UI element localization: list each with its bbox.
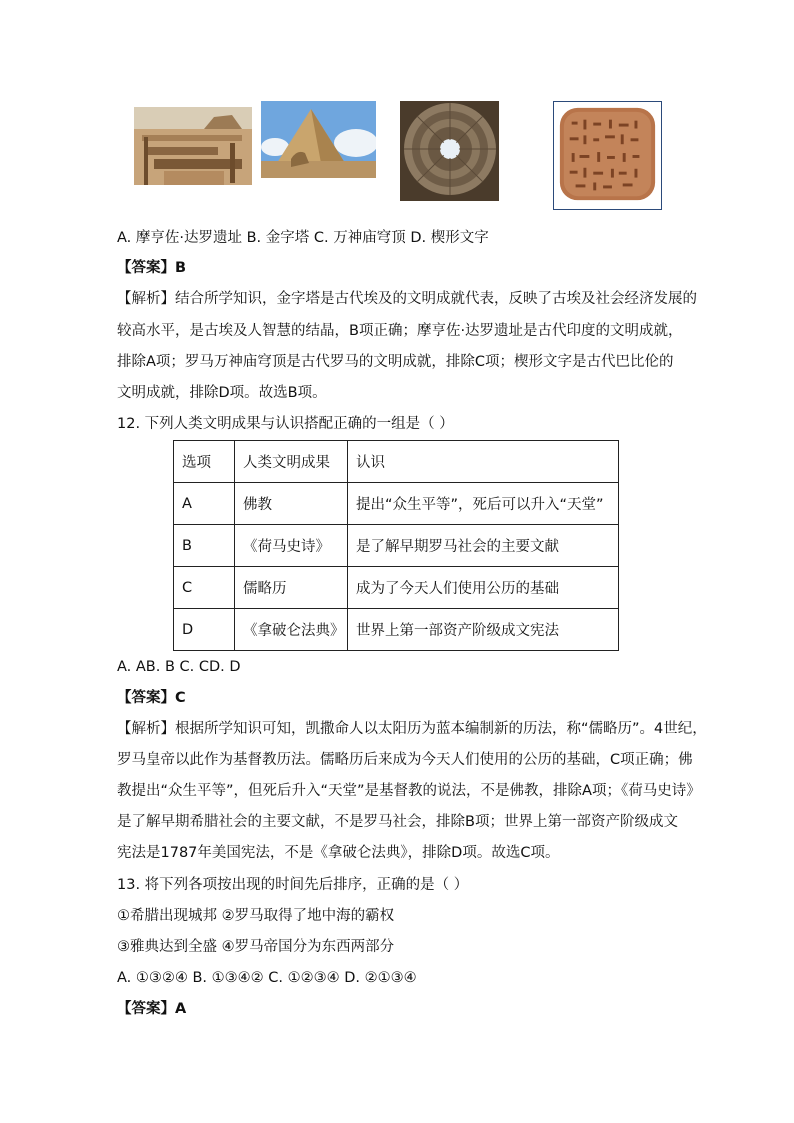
q11-options: A. 摩亨佐·达罗遗址 B. 金字塔 C. 万神庙穹顶 D. 楔形文字 bbox=[117, 230, 489, 246]
pyramid-image bbox=[261, 101, 376, 178]
q13-item-line: ①希腊出现城邦 ②罗马取得了地中海的霸权 bbox=[117, 908, 395, 924]
q13-answer: 【答案】A bbox=[117, 1001, 187, 1017]
q12-answer: 【答案】C bbox=[117, 690, 186, 706]
table-row bbox=[174, 567, 619, 609]
table-cell: 世界上第一部资产阶级成文宪法 bbox=[348, 609, 619, 651]
q12-analysis-line: 罗马皇帝以此作为基督教历法。儒略历后来成为今天人们使用的公历的基础，C项正确；佛 bbox=[117, 752, 693, 768]
table-header-row bbox=[174, 441, 619, 483]
q12-options: A. AB. B C. CD. D bbox=[117, 659, 241, 675]
cuneiform-tablet-photo-icon bbox=[554, 102, 661, 209]
table-cell: B bbox=[174, 525, 235, 567]
table-cell: 儒略历 bbox=[235, 567, 348, 609]
mohenjo-daro-image bbox=[134, 107, 252, 185]
q13-options: A. ①③②④ B. ①③④② C. ①②③④ D. ②①③④ bbox=[117, 970, 417, 986]
pyramid-sphinx-photo-icon bbox=[261, 101, 376, 178]
q12-analysis-line: 【解析】根据所学知识可知，凯撒命人以太阳历为蓝本编制新的历法，称“儒略历”。4世纪， bbox=[117, 721, 707, 737]
table-cell: C bbox=[174, 567, 235, 609]
q12-analysis-line: 是了解早期希腊社会的主要文献，不是罗马社会，排除B项；世界上第一部资产阶级成文 bbox=[117, 814, 678, 830]
table-cell: D bbox=[174, 609, 235, 651]
table-header-cell: 人类文明成果 bbox=[235, 441, 348, 483]
q11-answer: 【答案】B bbox=[117, 260, 187, 276]
table-cell: 《荷马史诗》 bbox=[235, 525, 348, 567]
q11-analysis-line: 文明成就，排除D项。故选B项。 bbox=[117, 385, 327, 401]
table-row bbox=[174, 525, 619, 567]
q11-analysis-line: 较高水平，是古埃及人智慧的结晶，B项正确；摩亨佐·达罗遗址是古代印度的文明成就， bbox=[117, 323, 683, 339]
mohenjo-daro-photo-icon bbox=[134, 107, 252, 185]
table-cell: A bbox=[174, 483, 235, 525]
table-cell: 提出“众生平等”，死后可以升入“天堂” bbox=[348, 483, 619, 525]
q13-stem: 13. 将下列各项按出现的时间先后排序，正确的是（ ） bbox=[117, 877, 469, 893]
table-row bbox=[174, 483, 619, 525]
table-header-cell: 认识 bbox=[348, 441, 619, 483]
table-cell: 是了解早期罗马社会的主要文献 bbox=[348, 525, 619, 567]
pantheon-dome-photo-icon bbox=[400, 101, 499, 201]
q12-analysis-line: 教提出“众生平等”，但死后升入“天堂”是基督教的说法，不是佛教，排除A项；《荷马史诗》 bbox=[117, 783, 701, 799]
q12-analysis-line: 宪法是1787年美国宪法，不是《拿破仑法典》，排除D项。故选C项。 bbox=[117, 845, 560, 861]
q12-table bbox=[173, 440, 619, 651]
table-cell: 成为了今天人们使用公历的基础 bbox=[348, 567, 619, 609]
q12-stem: 12. 下列人类文明成果与认识搭配正确的一组是（ ） bbox=[117, 416, 454, 432]
cuneiform-image bbox=[553, 101, 662, 210]
table-cell: 《拿破仑法典》 bbox=[235, 609, 348, 651]
table-header-cell: 选项 bbox=[174, 441, 235, 483]
q11-analysis-line: 【解析】结合所学知识，金字塔是古代埃及的文明成就代表，反映了古埃及社会经济发展的 bbox=[117, 291, 697, 307]
pantheon-image bbox=[400, 101, 499, 201]
q13-item-line: ③雅典达到全盛 ④罗马帝国分为东西两部分 bbox=[117, 939, 395, 955]
table-cell: 佛教 bbox=[235, 483, 348, 525]
table-row bbox=[174, 609, 619, 651]
q11-analysis-line: 排除A项；罗马万神庙穹顶是古代罗马的文明成就，排除C项；楔形文字是古代巴比伦的 bbox=[117, 354, 674, 370]
